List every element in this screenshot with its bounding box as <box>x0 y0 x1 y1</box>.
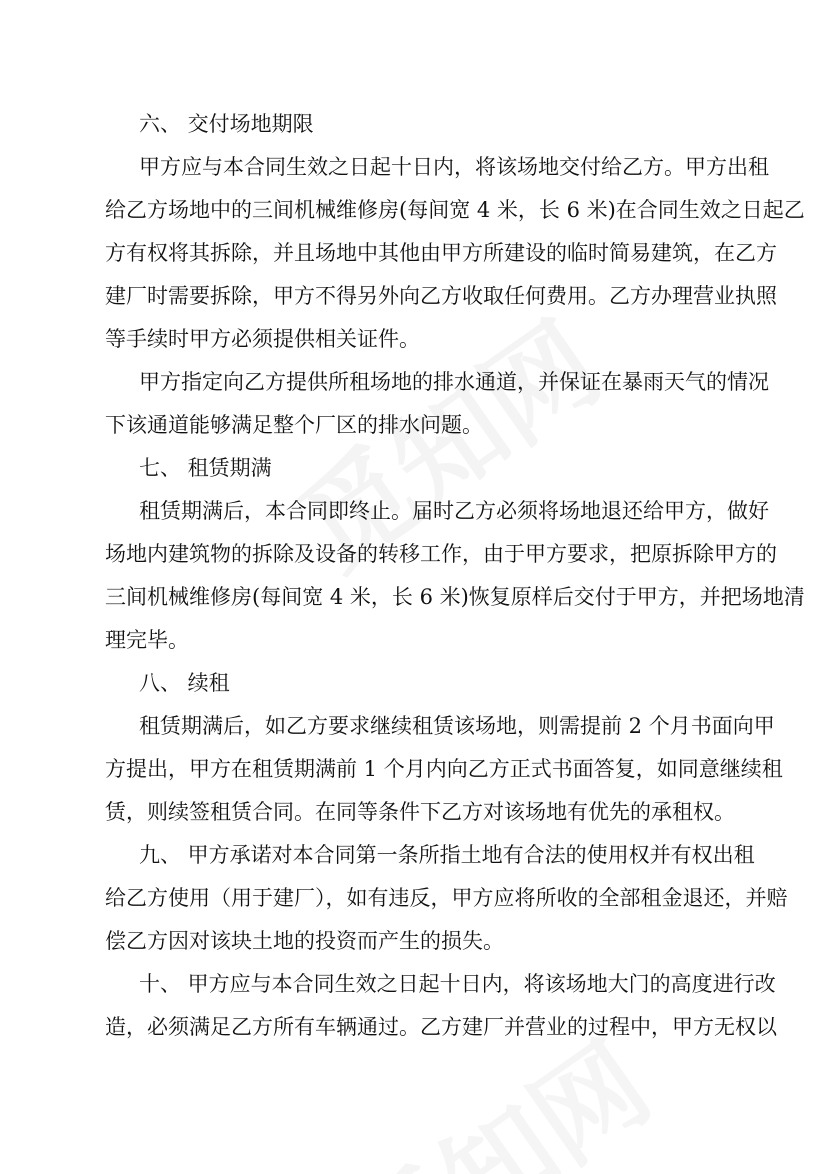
section-7-heading: 七、 租赁期满 <box>139 456 272 480</box>
section-9-para-1-line-1: 九、 甲方承诺对本合同第一条所指土地有合法的使用权并有权出租 <box>139 843 755 867</box>
section-8-para-1-line-2: 方提出，甲方在租赁期满前 1 个月内向乙方正式书面答复，如同意继续租 <box>105 757 783 781</box>
section-7-para-1-line-4: 理完毕。 <box>105 628 189 652</box>
section-6-para-1-line-3: 方有权将其拆除，并且场地中其他由甲方所建设的临时简易建筑，在乙方 <box>105 241 777 265</box>
section-8-para-1-line-3: 赁，则续签租赁合同。在同等条件下乙方对该场地有优先的承租权。 <box>105 800 735 824</box>
section-6-para-1-line-1: 甲方应与本合同生效之日起十日内，将该场地交付给乙方。甲方出租 <box>139 155 769 179</box>
section-7-para-1-line-3: 三间机械维修房(每间宽 4 米，长 6 米)恢复原样后交付于甲方，并把场地清 <box>105 585 805 609</box>
section-6-para-2-line-1: 甲方指定向乙方提供所租场地的排水通道，并保证在暴雨天气的情况 <box>139 370 769 394</box>
section-9-para-1-line-3: 偿乙方因对该块土地的投资而产生的损失。 <box>105 929 504 953</box>
section-6-para-1-line-5: 等手续时甲方必须提供相关证件。 <box>105 327 420 351</box>
section-9-para-1-line-2: 给乙方使用（用于建厂），如有违反，甲方应将所收的全部租金退还，并赔 <box>105 886 788 910</box>
section-6-para-1-line-2: 给乙方场地中的三间机械维修房(每间宽 4 米，长 6 米)在合同生效之日起乙 <box>105 198 805 222</box>
section-8-para-1-line-1: 租赁期满后，如乙方要求继续租赁该场地，则需提前 2 个月书面向甲 <box>139 714 775 738</box>
section-6-para-1-line-4: 建厂时需要拆除，甲方不得另外向乙方收取任何费用。乙方办理营业执照 <box>105 284 777 308</box>
section-8-heading: 八、 续租 <box>139 671 230 695</box>
section-10-para-1-line-1: 十、 甲方应与本合同生效之日起十日内，将该场地大门的高度进行改 <box>139 972 776 996</box>
section-7-para-1-line-1: 租赁期满后，本合同即终止。届时乙方必须将场地退还给甲方，做好 <box>139 499 769 523</box>
section-6-para-2-line-2: 下该通道能够满足整个厂区的排水问题。 <box>105 413 483 437</box>
section-10-para-1-line-2: 造，必须满足乙方所有车辆通过。乙方建厂并营业的过程中，甲方无权以 <box>105 1015 777 1039</box>
section-6-heading: 六、 交付场地期限 <box>139 112 314 136</box>
section-7-para-1-line-2: 场地内建筑物的拆除及设备的转移工作，由于甲方要求，把原拆除甲方的 <box>105 542 777 566</box>
